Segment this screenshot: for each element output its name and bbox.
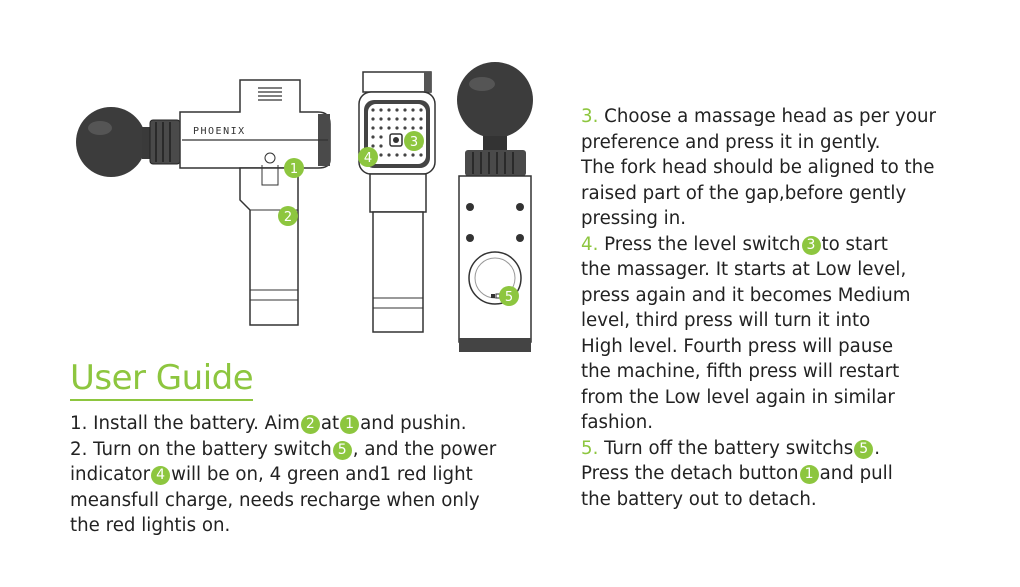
vent-dot <box>411 117 414 120</box>
page-title: User Guide <box>70 358 253 401</box>
vent-dot <box>387 153 390 156</box>
vent-dot <box>403 153 406 156</box>
vent-dot <box>395 126 398 129</box>
step-4-line-4: level, third press will turn it into <box>581 310 871 331</box>
step-4-line: 4. Press the level switch 3 to start <box>581 233 888 255</box>
step-4-line-8: fashion. <box>581 412 654 433</box>
instructions-right <box>581 104 981 512</box>
badge-3: 3 <box>802 236 821 255</box>
vent-dot <box>395 117 398 120</box>
vent-dot <box>419 126 422 129</box>
callout-4-badge <box>358 147 378 167</box>
callout-3-badge <box>404 131 424 151</box>
massage-ball-head-front <box>457 62 533 138</box>
svg-text:5: 5 <box>504 290 514 305</box>
vent-dot <box>419 108 422 111</box>
step-4-line-7: from the Low level again in similar <box>581 386 895 408</box>
vent-dot <box>411 108 414 111</box>
step-3-line-4: raised part of the gap,before gently <box>581 182 907 204</box>
step-5-line-2: Press the detach button 1 and pull <box>581 463 893 484</box>
step-4-line-5: High level. Fourth press will pause <box>581 335 894 357</box>
callout-1-badge <box>284 158 304 178</box>
vent-dot <box>395 153 398 156</box>
step-3-line-5: pressing in. <box>581 208 687 229</box>
svg-text:2: 2 <box>283 210 293 225</box>
badge-4: 4 <box>151 466 170 485</box>
callout-2-badge <box>278 206 298 226</box>
vent-dot <box>387 126 390 129</box>
step-4-line-2: the massager. It starts at Low level, <box>581 259 907 280</box>
callout-5-badge <box>499 286 519 306</box>
side-view-gun <box>76 80 330 325</box>
vent-dot <box>395 108 398 111</box>
vent-dot <box>403 126 406 129</box>
badge-1: 1 <box>340 415 359 434</box>
vent-dot <box>379 153 382 156</box>
step-3-line: 3. Choose a massage head as per your <box>581 106 936 127</box>
badge-1-right: 1 <box>800 465 819 484</box>
instructions-left <box>70 411 540 539</box>
step-5-line-3: the battery out to detach. <box>581 488 817 510</box>
vent-dot <box>411 126 414 129</box>
step-2-line-2: indicator 4 will be on, 4 green and1 red light <box>70 464 473 485</box>
step-5-line: 5. Turn off the battery switchs 5 . <box>581 437 881 459</box>
vent-dot <box>371 135 374 138</box>
vent-dot <box>371 108 374 111</box>
svg-text:4: 4 <box>363 151 373 166</box>
step-4-line-6: the machine, fifth press will restart <box>581 361 900 382</box>
vent-dot <box>387 108 390 111</box>
vent-dot <box>379 135 382 138</box>
badge-5-right: 5 <box>854 440 873 459</box>
vent-dot <box>419 117 422 120</box>
badge-2: 2 <box>301 415 320 434</box>
step-1-line: 1. Install the battery. Aim 2 at 1 and pushin. <box>70 413 467 434</box>
vent-dot <box>403 108 406 111</box>
step-2-line: 2. Turn on the battery switch 5 , and the power <box>70 438 497 460</box>
vent-dot <box>419 153 422 156</box>
front-view-gun <box>457 62 533 352</box>
vent-dot <box>379 117 382 120</box>
badge-5: 5 <box>333 441 352 460</box>
vent-dot <box>371 144 374 147</box>
svg-text:3: 3 <box>409 135 419 150</box>
step-3-line-3: The fork head should be aligned to the <box>581 157 935 178</box>
vent-dot <box>371 117 374 120</box>
step-2-line-3: meansfull charge, needs recharge when only <box>70 489 480 511</box>
back-view-gun <box>359 72 435 332</box>
vent-dot <box>379 108 382 111</box>
vent-dot <box>371 126 374 129</box>
vent-dot <box>379 126 382 129</box>
step-2-line-4: the red lightis on. <box>70 515 231 536</box>
svg-text:1: 1 <box>289 162 299 177</box>
vent-dot <box>403 117 406 120</box>
vent-dot <box>387 117 390 120</box>
step-3-line-2: preference and press it in gently. <box>581 131 881 153</box>
brand-label: PHOENIX <box>193 126 246 137</box>
detach-button <box>265 153 275 163</box>
massage-ball-head <box>76 107 146 177</box>
vent-dot <box>411 153 414 156</box>
vent-dot <box>379 144 382 147</box>
step-4-line-3: press again and it becomes Medium <box>581 284 911 306</box>
